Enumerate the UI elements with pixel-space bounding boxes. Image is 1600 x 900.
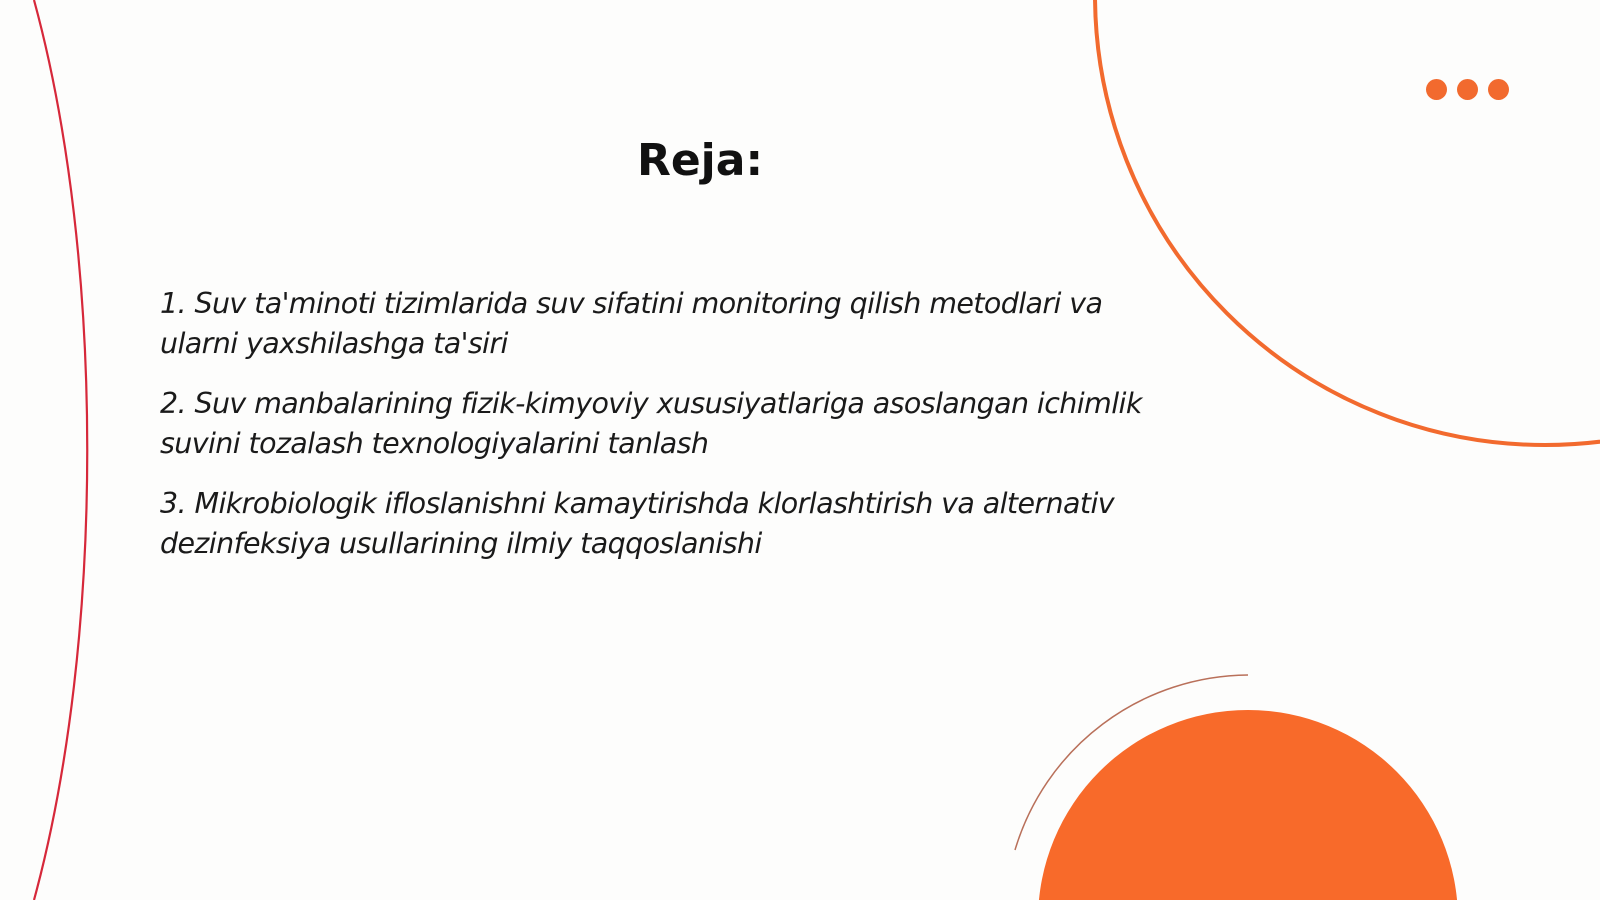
plan-item: 2. Suv manbalarining fizik-kimyoviy xususiyatlariga asoslangan ichimlik suvini tozalash texnologiyalarini tanlash — [160, 387, 1142, 460]
plan-list — [160, 284, 1180, 584]
dot — [1457, 79, 1478, 100]
dot — [1488, 79, 1509, 100]
plan-item: 3. Mikrobiologik ifloslanishni kamaytirishda klorlashtirish va alternativ dezinfeksiya usullarining ilmiy taqqoslanishi — [160, 487, 1115, 560]
dot — [1426, 79, 1447, 100]
slide-title: Reja: — [636, 135, 764, 186]
three-dots-icon — [1426, 79, 1512, 101]
left-curve — [34, 0, 87, 900]
bottom-right-filled-circle — [1038, 710, 1458, 900]
plan-item: 1. Suv ta'minoti tizimlarida suv sifatini monitoring qilish metodlari va ularni yaxshilashga ta'siri — [160, 287, 1103, 360]
